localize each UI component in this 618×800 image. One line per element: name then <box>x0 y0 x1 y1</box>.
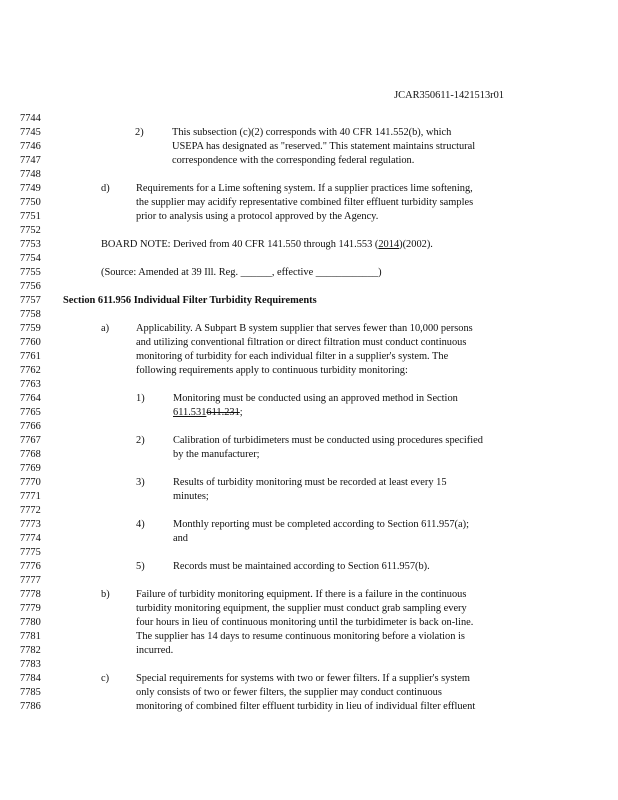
item-a1-label: 1) <box>136 393 145 404</box>
subsection-b-text-line: four hours in lieu of continuous monitoring until the turbidimeter is back on-line. <box>136 617 474 628</box>
item-a3-text-line: Results of turbidity monitoring must be recorded at least every 15 <box>173 477 447 488</box>
line-number: 7766 <box>20 421 41 432</box>
line-number: 7783 <box>20 659 41 670</box>
item-a1-text-line: Monitoring must be conducted using an approved method in Section <box>173 393 458 404</box>
line-number: 7757 <box>20 295 41 306</box>
subsection-c-text-line: Special requirements for systems with two or fewer filters. If a supplier's system <box>136 673 471 684</box>
line-number: 7770 <box>20 477 41 488</box>
line-number: 7774 <box>20 533 41 544</box>
line-number: 7762 <box>20 365 41 376</box>
item-a2-text-line: Calibration of turbidimeters must be conducted using procedures specified <box>173 435 483 446</box>
item-a5-text-line: Records must be maintained according to Section 611.957(b). <box>173 561 430 572</box>
item-a4-text-line: Monthly reporting must be completed according to Section 611.957(a); <box>173 519 469 530</box>
subsection-a-text-line: monitoring of turbidity for each individual filter in a supplier's system. The <box>136 351 449 362</box>
item-2-label: 2) <box>135 127 144 138</box>
line-number: 7777 <box>20 575 41 586</box>
line-number: 7767 <box>20 435 41 446</box>
subsection-b-text-line: Failure of turbidity monitoring equipment. If there is a failure in the continuous <box>136 589 467 600</box>
subsection-b-text-line: incurred. <box>136 645 174 656</box>
deleted-section-ref: 611.231 <box>206 407 240 418</box>
subsection-a-label: a) <box>101 323 110 334</box>
line-number: 7765 <box>20 407 41 418</box>
line-number: 7781 <box>20 631 41 642</box>
item-2-text-line: USEPA has designated as "reserved." This statement maintains structural <box>172 141 476 152</box>
line-number: 7756 <box>20 281 41 292</box>
line-number: 7764 <box>20 393 41 404</box>
line-number: 7749 <box>20 183 41 194</box>
subsection-d-text-line: prior to analysis using a protocol approved by the Agency. <box>136 211 379 222</box>
line-number: 7750 <box>20 197 41 208</box>
line-number: 7746 <box>20 141 41 152</box>
line-number: 7779 <box>20 603 41 614</box>
line-number: 7759 <box>20 323 41 334</box>
line-number: 7744 <box>20 113 41 124</box>
line-number: 7773 <box>20 519 41 530</box>
item-a2-text-line: by the manufacturer; <box>173 449 260 460</box>
line-number: 7768 <box>20 449 41 460</box>
item-a5-label: 5) <box>136 561 145 572</box>
line-number: 7778 <box>20 589 41 600</box>
board-note-end: )(2002). <box>399 239 433 250</box>
document-id-header: JCAR350611-1421513r01 <box>394 90 504 101</box>
line-number: 7782 <box>20 645 41 656</box>
line-number: 7775 <box>20 547 41 558</box>
subsection-a-text-line: and utilizing conventional filtration or direct filtration must conduct continuous <box>136 337 467 348</box>
line-number: 7786 <box>20 701 41 712</box>
line-number: 7776 <box>20 561 41 572</box>
item-a4-label: 4) <box>136 519 145 530</box>
line-number: 7754 <box>20 253 41 264</box>
subsection-b-text-line: The supplier has 14 days to resume continuous monitoring before a violation is <box>136 631 465 642</box>
item-2-text-line: correspondence with the corresponding federal regulation. <box>172 155 415 166</box>
line-number: 7771 <box>20 491 41 502</box>
line-number: 7752 <box>20 225 41 236</box>
line-number: 7747 <box>20 155 41 166</box>
subsection-c-label: c) <box>101 673 110 684</box>
line-number: 7772 <box>20 505 41 516</box>
source-note: (Source: Amended at 39 Ill. Reg. ______, effective ____________) <box>101 267 382 278</box>
item-a3-label: 3) <box>136 477 145 488</box>
subsection-b-text-line: turbidity monitoring equipment, the supplier must conduct grab sampling every <box>136 603 467 614</box>
line-number: 7761 <box>20 351 41 362</box>
item-a1-text-line <box>173 407 243 418</box>
item-a1-end: ; <box>239 407 243 418</box>
line-number: 7785 <box>20 687 41 698</box>
line-number: 7745 <box>20 127 41 138</box>
board-note-text: BOARD NOTE: Derived from 40 CFR 141.550 through 141.553 ( <box>101 239 379 250</box>
subsection-d-label: d) <box>101 183 110 194</box>
inserted-section-ref: 611.531 <box>173 407 207 418</box>
board-note-inserted-year: 2014 <box>378 239 400 250</box>
subsection-c-text-line: only consists of two or fewer filters, the supplier may conduct continuous <box>136 687 442 698</box>
item-2-text-line: This subsection (c)(2) corresponds with 40 CFR 141.552(b), which <box>172 127 452 138</box>
board-note <box>101 239 433 250</box>
section-title: Section 611.956 Individual Filter Turbidity Requirements <box>63 295 317 306</box>
line-number: 7784 <box>20 673 41 684</box>
line-number: 7758 <box>20 309 41 320</box>
subsection-d-text-line: the supplier may acidify representative combined filter effluent turbidity samples <box>136 197 474 208</box>
item-a2-label: 2) <box>136 435 145 446</box>
line-number: 7769 <box>20 463 41 474</box>
line-number: 7748 <box>20 169 41 180</box>
subsection-c-text-line: monitoring of combined filter effluent turbidity in lieu of individual filter effluent <box>136 701 476 712</box>
subsection-b-label: b) <box>101 589 110 600</box>
subsection-a-text-line: following requirements apply to continuous turbidity monitoring: <box>136 365 408 376</box>
line-number: 7753 <box>20 239 41 250</box>
subsection-d-text-line: Requirements for a Lime softening system. If a supplier practices lime softening, <box>136 183 473 194</box>
line-number: 7763 <box>20 379 41 390</box>
line-number: 7780 <box>20 617 41 628</box>
item-a3-text-line: minutes; <box>173 491 209 502</box>
item-a4-text-line: and <box>173 533 189 544</box>
subsection-a-text-line: Applicability. A Subpart B system supplier that serves fewer than 10,000 persons <box>136 323 473 334</box>
line-number: 7760 <box>20 337 41 348</box>
line-number: 7751 <box>20 211 41 222</box>
line-number: 7755 <box>20 267 41 278</box>
